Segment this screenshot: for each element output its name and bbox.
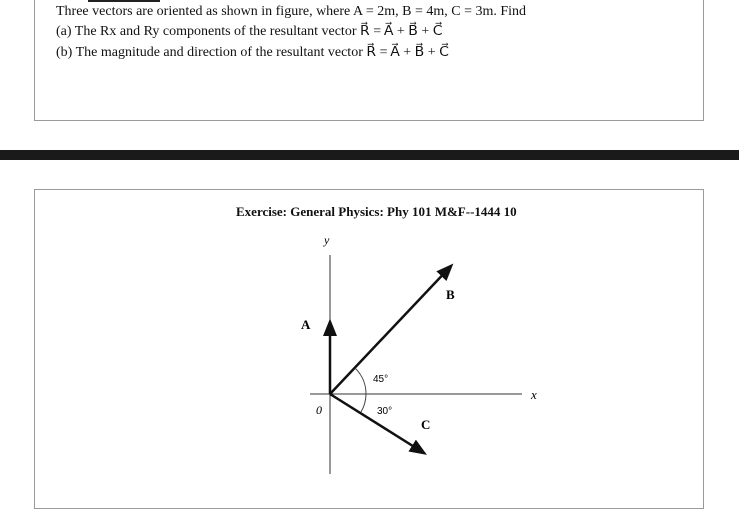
angle-label-30: 30° — [377, 406, 393, 417]
angle-arc-c — [361, 394, 366, 412]
vector-b — [330, 266, 451, 394]
origin-label: 0 — [316, 403, 322, 417]
exercise-title: Exercise: General Physics: Phy 101 M&F--1444 10 — [236, 204, 517, 219]
vector-c — [330, 394, 424, 453]
vector-a-label: A⃗ — [301, 317, 321, 332]
x-axis-label: x — [531, 387, 537, 402]
part-a: (a) The Rx and Ry components of the resultant vector R⃗ = A⃗ + B⃗ + C⃗ — [56, 24, 443, 39]
vector-b-label: B⃗ — [446, 287, 465, 302]
y-axis-label: y — [324, 233, 330, 247]
part-b: (b) The magnitude and direction of the resultant vector R⃗ = A⃗ + B⃗ + C⃗ — [56, 45, 449, 60]
problem-statement: Three vectors are oriented as shown in figure, where A = 2m, B = 4m, C = 3m. Find — [56, 4, 527, 19]
vector-c-label: C⃗ — [421, 417, 441, 432]
angle-arc-b — [355, 368, 366, 394]
angle-label-45: 45° — [373, 374, 389, 385]
